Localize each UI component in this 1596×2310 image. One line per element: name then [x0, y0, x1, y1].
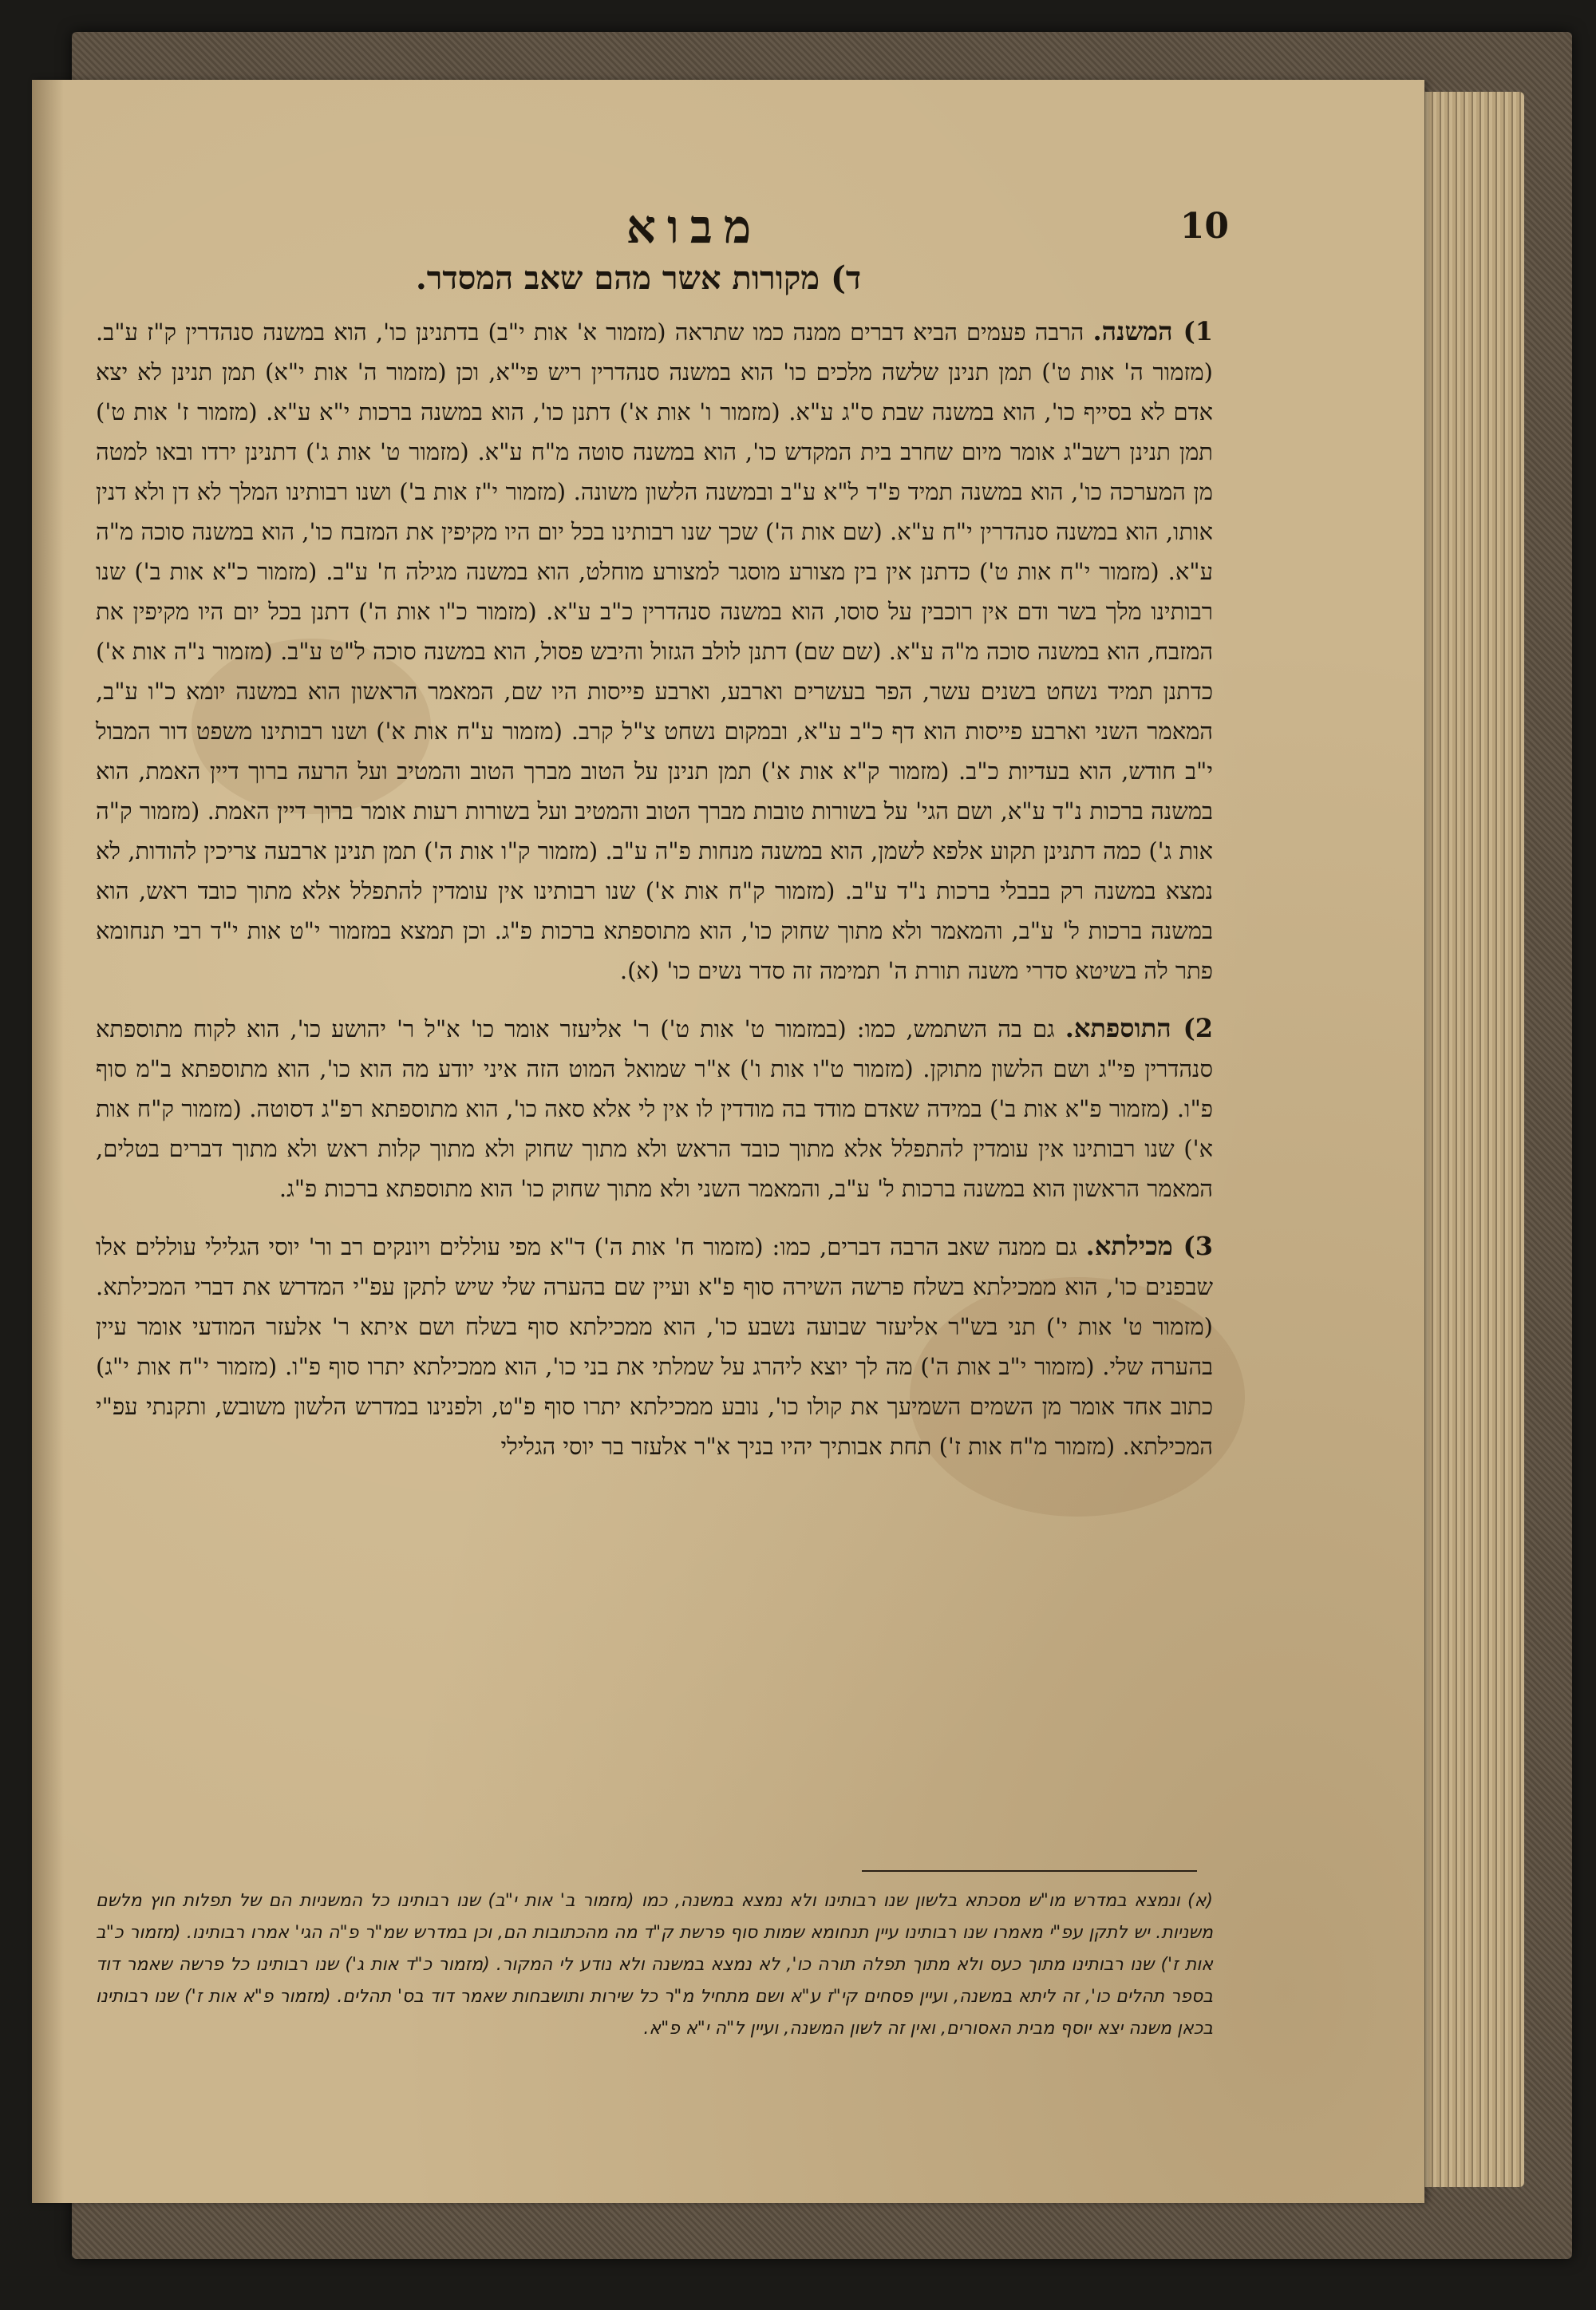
paragraph-tosefta — [96, 1008, 1213, 1208]
body-text — [96, 311, 1213, 1484]
paragraph-mekhilta — [96, 1226, 1213, 1466]
footnote-separator — [862, 1870, 1197, 1872]
section-title: ד) מקורות אשר מהם שאב המסדר. — [415, 259, 862, 297]
paragraph-lead: 2) התוספתא. — [1065, 1013, 1213, 1043]
paragraph-text: גם בה השתמש, כמו: (במזמור ט' אות ט') ר' אליעזר אומר כו' א"ל ר' יהושע כו', הוא לקוח מתוספתא סנהדרין פי"ג ושם הלשון מתוקן. (מזמור ט"ו אות ו') א"ר שמואל המוט הזה איני יודע מה הוא כו', הוא מתוספתא ב"מ סוף פ"ו. (מזמור פ"א אות ב') במידה שאדם מודד בה מודדין לו אין לי אלא סאה כו', הוא מתוספתא רפ"ג דסוטה. (מזמור ק"ח אות א') שנו רבותינו אין עומדין להתפלל אלא מתוך כובד הראש ולא מתוך שחוק ולא מתוך קלות ראש ולא מתוך דברים בטלים, המאמר הראשון הוא במשנה ברכות ל' ע"ב, והמאמר השני ולא מתוך שחוק כו' הוא מתוספתא ברכות פ"ג. — [96, 1015, 1213, 1202]
paragraph-mishna — [96, 311, 1213, 991]
paragraph-lead: 1) המשנה. — [1092, 316, 1214, 346]
footnote: (א) ונמצא במדרש מו"ש מסכתא בלשון שנו רבותינו ולא נמצא במשנה, כמו (מזמור ב' אות י"ב) שנו רבותינו כל המשניות הם של תפלות חוץ מלשם משניות. יש לתקן עפ"י מאמרו שנו רבותינו עיין תנחומא שמות סוף פרשת ק"ד מה מהכתובות הם, וכן במדרש שמ"ר פ"ה הגי' אמרו רבותינו. (מזמור כ"ב אות ז') שנו רבותינו מתוך כעס ולא מתוך תפלה תורה כו', לא נמצא במשנה ולא נודע לי המקור. (מזמור כ"ד אות ג') שנו רבותינו כל פרשה שאמר דוד בספר תהלים כו', זה ליתא במשנה, ועיין פסחים קי"ז ע"א ושם מתחיל מ"ר כל שירות ותושבחות שאמר דוד בס' תהלים. (מזמור פ"א אות ז') שנו רבותינו בכאן משנה יצא יוסף מבית האסורים, ואין זה לשון המשנה, ועיין ל"ה י"א פ"א. — [96, 1891, 1213, 2039]
page-gutter-shadow — [32, 80, 64, 2203]
paragraph-text: הרבה פעמים הביא דברים ממנה כמו שתראה (מזמור א' אות י"ב) בדתנינן כו', הוא במשנה סנהדרין ק"ז ע"ב. (מזמור ה' אות ט') תמן תנינן שלשה מלכים כו' הוא במשנה סנהדרין ריש פי"א, וכן (מזמור ה' אות י"א) תמן תנינן לא יצא אדם לא בסייף כו', הוא במשנה שבת ס"ג ע"א. (מזמור ו' אות א') דתנן כו', הוא במשנה ברכות י"א ע"א. (מזמור ז' אות ט') תמן תנינן רשב"ג אומר מיום שחרב בית המקדש כו', הוא במשנה סוטה מ"ח ע"א. (מזמור ט' אות ג') דתנינן ירדו ובאו למטה מן המערכה כו', הוא במשנה תמיד פ"ד ל"א ע"ב ובמשנה הלשון משונה. (מזמור י"ז אות ב') ושנו רבותינו המלך לא דן ולא דנין אותו, הוא במשנה סנהדרין י"ח ע"א. (שם אות ה') שכך שנו רבותינו בכל יום היו מקיפין את המזבח כו', הוא במשנה סוכה מ"ה ע"א. (מזמור י"ח אות ט') כדתנן אין בין מצורע מוסגר למצורע מוחלט, הוא במשנה מגילה ח' ע"ב. (מזמור כ"א אות ב') שנו רבותינו מלך בשר ודם אין רוכבין על סוסו, הוא במשנה סנהדרין כ"ב ע"א. (מזמור כ"ו אות ה') דתנן בכל יום היו מקיפין את המזבח, הוא במשנה סוכה מ"ה ע"א. (שם שם) דתנן לולב הגזול והיבש פסול, הוא במשנה סוכה ל"ט ע"ב. (מזמור נ"ה אות א') כדתנן תמיד נשחט בשנים עשר, הפר בעשרים וארבע, וארבע פייסות היו שם, המאמר הראשון הוא במשנה יומא כ"ו ע"ב, המאמר השני וארבע פייסות הוא דף כ"ב ע"א, ובמקום נשחט צ"ל קרב. (מזמור ע"ח אות א') ושנו רבותינו משפט דור המבול י"ב חודש, הוא בעדיות כ"ב. (מזמור ק"א אות א') תמן תנינן על הטוב מברך הטוב והמטיב ועל הרעה ברוך דיין האמת, הוא במשנה ברכות נ"ד ע"א, ושם הגי' על בשורות טובות מברך הטוב והמטיב ועל בשורות רעות אומר ברוך דיין האמת. (מזמור ק"ה אות ג') כמה דתנינן תקוע אלפא לשמן, הוא במשנה מנחות פ"ה ע"ב. (מזמור ק"ו אות ה') תמן תנינן ארבעה צריכין להודות, לא נמצא במשנה רק בבבלי ברכות נ"ד ע"ב. (מזמור ק"ח אות א') שנו רבותינו אין עומדין להתפלל אלא מתוך כובד ראש, הוא במשנה ברכות ל' ע"ב, והמאמר ולא מתוך שחוק כו', הוא מתוספתא ברכות פ"ג. וכן תמצא במזמור י"ט אות י"ד רבי תנחומא פתר לה בשיטא סדרי משנה תורת ה' תמימה זה סדר נשים כו' (א). — [96, 318, 1213, 984]
page-number: 10 — [1179, 206, 1229, 247]
paragraph-lead: 3) מכילתא. — [1085, 1231, 1214, 1261]
running-title: מבוא — [626, 200, 763, 254]
paragraph-text: גם ממנה שאב הרבה דברים, כמו: (מזמור ח' אות ה') ד"א מפי עוללים ויונקים רב ור' יוסי הגלילי עוללים אלו שבפנים כו', הוא ממכילתא בשלח פרשה השירה סוף פ"א ועיין שם בהערה שלי שיש לתקן עפ"י המדרש את דברי המכילתא. (מזמור ט' אות י') תני בש"ר אליעזר שבועה נשבע כו', הוא ממכילתא סוף בשלח ושם איתא ר' אלעזר המודעי אומר עיין בהערה שלי. (מזמור י"ב אות ה') מה לך יוצא ליהרג על שמלתי את בני כו', הוא ממכילתא יתרו סוף פ"ו. (מזמור י"ח אות י"ג) כתוב אחד אומר מן השמים השמיעך את קולו כו', נובע ממכילתא יתרו סוף פ"ט, ולפנינו במדרש הלשון משובש, ותקנתי עפ"י המכילתא. (מזמור מ"ח אות ז') תחת אבותיך יהיו בניך א"ר אלעזר בר יוסי הגלילי — [96, 1233, 1213, 1460]
book-page — [32, 80, 1424, 2203]
